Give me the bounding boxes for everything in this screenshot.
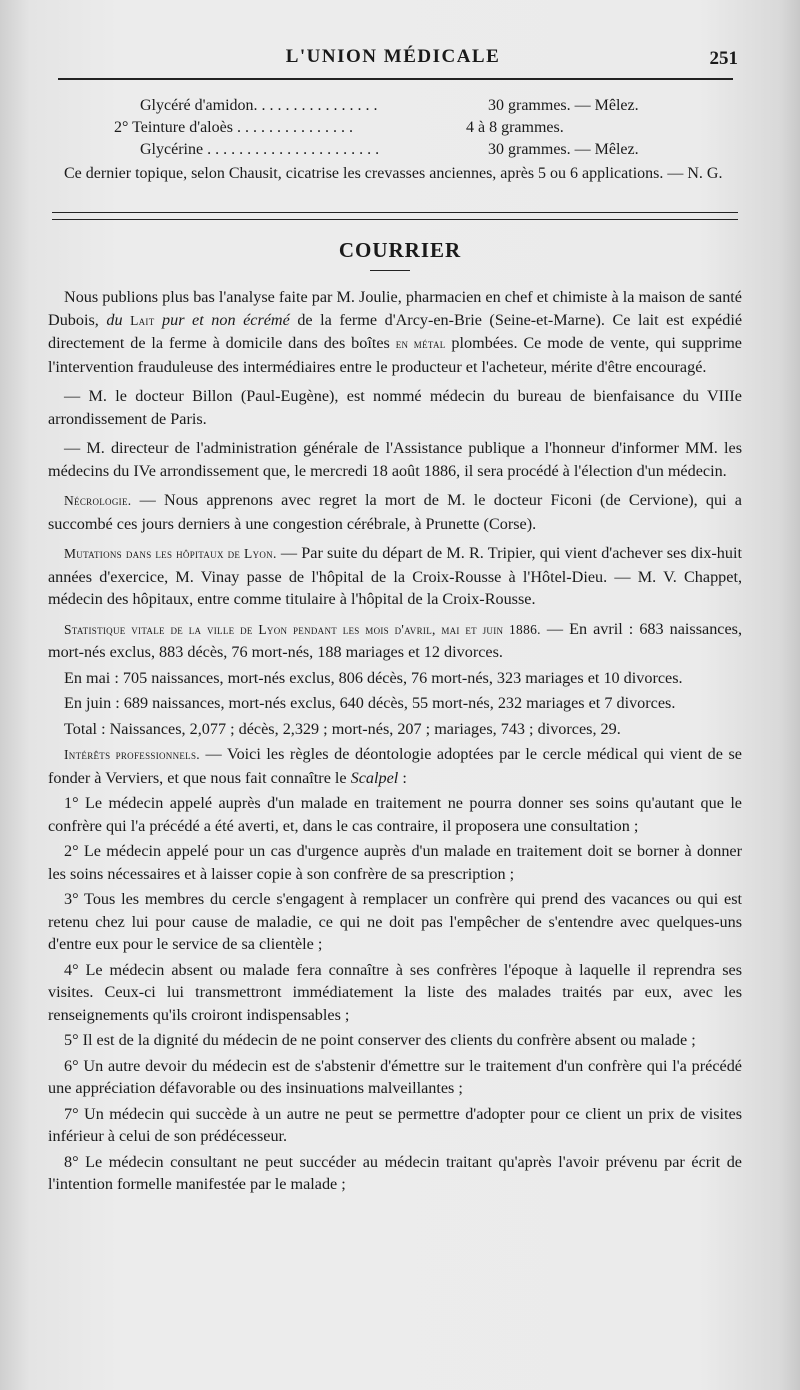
paragraph-stats-june: En juin : 689 naissances, mort-nés exclus, 640 décès, 55 mort-nés, 232 mariages et 7 divorces. [64, 694, 676, 712]
page-number: 251 [709, 48, 738, 69]
formula-ingredient: Glycérine . . . . . . . . . . . . . . . . . . . . . . [140, 141, 380, 158]
rule-6: 6° Un autre devoir du médecin est de s'abstenir d'émettre sur le traitement d'un confrère qui l'a précédé une appréciation défavorable ou des insinuations malveillantes ; [48, 1056, 742, 1097]
rule-7: 7° Un médecin qui succède à un autre ne peut se permettre d'adopter pour ce client un prix de visites inférieur à celui de son prédécesseur. [48, 1104, 742, 1145]
article-body [48, 286, 742, 1199]
paragraph-billon: — M. le docteur Billon (Paul-Eugène), est nommé médecin du bureau de bienfaisance du VIIIe arrondissement de Paris. [48, 387, 742, 428]
formula-quantity: 30 grammes. — Mêlez. [488, 141, 639, 158]
rubric-heading: Intérêts professionnels. [64, 747, 200, 762]
paragraph-stats-may: En mai : 705 naissances, mort-nés exclus, 806 décès, 76 mort-nés, 323 mariages et 10 divorces. [64, 668, 683, 687]
rubric-heading: Statistique vitale de la ville de Lyon pendant les mois d'avril, mai et juin 1886. [64, 621, 541, 637]
header-rule [58, 78, 733, 80]
formula-quantity: 4 à 8 grammes. [466, 119, 564, 136]
rule-1: 1° Le médecin appelé auprès d'un malade en traitement ne pourra donner ses soins qu'autant que le confrère qui l'a précédé a été averti, et, dans le cas contraire, il proposera une consultation ; [48, 794, 742, 835]
page-header [48, 42, 738, 82]
formula-ingredient: 2° Teinture d'aloès . . . . . . . . . . . . . . . [114, 119, 353, 136]
formula-ingredient: Glycéré d'amidon. . . . . . . . . . . . . . . . [140, 97, 378, 114]
running-title: L'UNION MÉDICALE [285, 46, 501, 67]
formula-block [48, 95, 738, 185]
paragraph-assistance: — M. directeur de l'administration générale de l'Assistance publique a l'honneur d'informer MM. les médecins du IVe arrondissement que, le mercredi 18 août 1886, il sera procédé à l'élection d'un médecin. [48, 439, 742, 480]
formula-row [48, 139, 738, 161]
rubric-heading: Nécrologie. [64, 493, 132, 508]
rule-2: 2° Le médecin appelé pour un cas d'urgence auprès d'un malade en traitement doit se borner à donner les soins nécessaires et à laisser copie à son confrère de sa prescription ; [48, 842, 742, 883]
paragraph-stats-total: Total : Naissances, 2,077 ; décès, 2,329 ; mort-nés, 207 ; mariages, 743 ; divorces, 29. [64, 719, 621, 738]
rule-3: 3° Tous les membres du cercle s'engagent à remplacer un confrère qui prend des vacances ou qui est retenu chez lui pour cause de maladie, ce qui ne doit pas l'empêcher de s'entendre avec quelques-uns d'entre eux pour le service de sa clientèle ; [48, 890, 742, 953]
formula-row [48, 95, 738, 117]
rubric-heading: Mutations dans les hôpitaux de Lyon. [64, 546, 277, 561]
paragraph-mutations: Mutations dans les hôpitaux de Lyon. — Par suite du départ de M. R. Tripier, qui vient d'achever ses dix-huit années d'exercice, M. Vinay passe de l'hôpital de la Croix-Rousse à l'Hôtel-Dieu. — M. V. Chappet, médecin des hôpitaux, entre comme titulaire à l'hôpital de la Croix-Rousse. [48, 544, 742, 608]
paragraph-necrologie: Nécrologie. — Nous apprenons avec regret la mort de M. le docteur Ficoni (de Cervione), qui a succombé ces jours derniers à une congestion cérébrale, à Prunette (Corse). [48, 491, 742, 533]
paragraph-milk: Nous publions plus bas l'analyse faite par M. Joulie, pharmacien en chef et chimiste à la maison de santé Dubois, du Lait pur et non écrémé de la ferme d'Arcy-en-Brie (Seine-et-Marne). Ce lait est expédié directement de la ferme à domicile dans des boîtes en métal plombées. Ce mode de vente, qui supprime l'intervention frauduleuse des intermédiaires entre le producteur et l'acheteur, mérite d'être encouragé. [48, 288, 743, 376]
formula-closing: Ce dernier topique, selon Chausit, cicatrise les crevasses anciennes, après 5 ou 6 applications. — N. G. [64, 165, 723, 182]
section-divider [52, 212, 738, 220]
paragraph-stats-april: Statistique vitale de la ville de Lyon pendant les mois d'avril, mai et juin 1886. — En avril : 683 naissances, mort-nés exclus, 883 décès, 76 mort-nés, 188 mariages et 12 divorces. [48, 619, 743, 661]
section-title: COURRIER [338, 238, 462, 262]
rule-8: 8° Le médecin consultant ne peut succéder au médecin traitant qu'après l'avoir prévenu par écrit de l'intention formelle manifestée par le malade ; [48, 1152, 742, 1193]
rule-4: 4° Le médecin absent ou malade fera connaître à ses confrères l'époque à laquelle il reprendra ses visites. Ceux-ci lui transmettront immédiatement la liste des malades traités par eux, avec les renseignements qu'ils croiront indispensables ; [48, 960, 742, 1024]
formula-quantity: 30 grammes. — Mêlez. [488, 97, 639, 114]
formula-row [48, 117, 738, 139]
statistics-block [48, 618, 742, 741]
rule-5: 5° Il est de la dignité du médecin de ne point conserver des clients du confrère absent ou malade ; [64, 1031, 696, 1049]
title-underline [370, 270, 410, 271]
paragraph-interets: Intérêts professionnels. — Voici les règles de déontologie adoptées par le cercle médical qui vient de se fonder à Verviers, et que nous fait connaître le Scalpel : [48, 745, 742, 787]
